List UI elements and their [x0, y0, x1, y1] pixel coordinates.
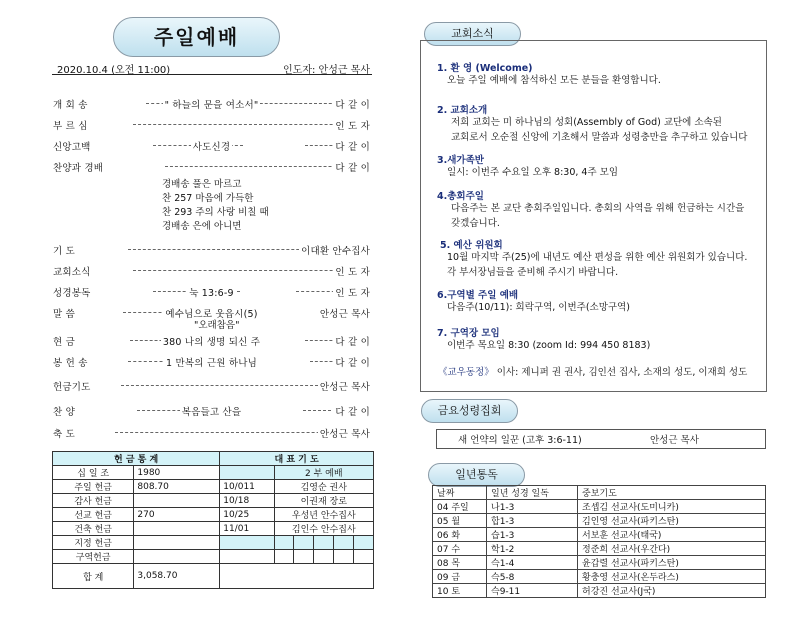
order-line — [53, 139, 370, 153]
offering-row: 구역헌금 — [53, 550, 374, 564]
bible-reading-title-banner: 일년통독 — [428, 463, 525, 487]
order-item-leader: 다 같 이 — [333, 404, 370, 418]
bible-cell: 10 토 — [433, 584, 487, 598]
offering-cell: 2 부 예배 — [274, 466, 373, 480]
bible-col-header: 날짜 — [433, 486, 487, 500]
order-line — [53, 334, 370, 348]
offering-row — [53, 508, 374, 522]
order-item-leader: 다 같 이 — [333, 355, 370, 369]
order-item-content: 예수님으로 웃읍시(5) — [165, 309, 258, 320]
offering-cell: 우성년 안수집사 — [274, 508, 373, 522]
order-line — [53, 243, 370, 257]
order-item-leader: 안성근 목사 — [318, 306, 370, 320]
order-item-label: 개 회 송 — [53, 100, 88, 111]
order-item-leader: 인 도 자 — [333, 285, 370, 299]
order-item-label: 축 도 — [53, 429, 75, 440]
order-item-label: 현 금 — [53, 337, 75, 348]
bible-cell: 합1-3 — [487, 514, 578, 528]
dash-leader — [128, 249, 324, 250]
order-line — [53, 355, 370, 369]
condolence-text: 이사: 제니퍼 권 권사, 김인선 집사, 소재의 성도, 이재희 성도 — [496, 367, 748, 378]
order-item-label: 성경봉독 — [53, 288, 91, 299]
friday-sermon: 새 언약의 일꾼 (고후 3:6-11) — [458, 435, 582, 446]
order-item-label: 봉 헌 송 — [53, 358, 88, 369]
service-date: 2020.10.4 (오전 11:00) — [57, 65, 171, 76]
order-line — [53, 285, 370, 299]
order-item-leader: 인 도 자 — [333, 264, 370, 278]
bible-cell: 조셉김 선교사(도미니카) — [578, 500, 766, 514]
order-line — [53, 404, 370, 418]
praise-song-list — [162, 178, 269, 234]
friday-speaker: 안성근 목사 — [650, 435, 699, 446]
order-item-label: 헌금기도 — [53, 382, 91, 393]
news-item-title: 6.구역별 주일 예배 — [437, 290, 519, 301]
order-item-label: 찬 양 — [53, 407, 75, 418]
offering-row — [53, 466, 374, 480]
bible-cell: 09 금 — [433, 570, 487, 584]
order-line — [53, 97, 370, 111]
offering-cell: 11/01 — [220, 522, 274, 536]
bible-cell: 학1-2 — [487, 542, 578, 556]
bible-cell: 나1-3 — [487, 500, 578, 514]
bible-row — [433, 528, 766, 542]
order-item-label: 찬양과 경배 — [53, 163, 104, 174]
order-item-leader: 다 같 이 — [333, 139, 370, 153]
bible-cell: 08 목 — [433, 556, 487, 570]
news-item-title: 2. 교회소개 — [437, 105, 488, 116]
bible-col-header: 중보기도 — [578, 486, 766, 500]
order-item-leader: 다 같 이 — [333, 160, 370, 174]
offering-cell: 건축 헌금 — [53, 522, 134, 536]
order-line — [53, 118, 370, 132]
news-item-body: 다음주(10/11): 희락구역, 이번주(소망구역) — [447, 302, 630, 313]
offering-cell: 이권재 장로 — [274, 494, 373, 508]
order-item-leader: 다 같 이 — [333, 334, 370, 348]
bible-row — [433, 514, 766, 528]
bible-cell: 04 주일 — [433, 500, 487, 514]
offering-cell: 선교 헌금 — [53, 508, 134, 522]
news-item-body: 다음주는 본 교단 총회주일입니다. 총회의 사역을 위해 헌금하는 시간을 갖겠습니다. — [451, 203, 745, 229]
order-item-label: 기 도 — [53, 246, 75, 257]
offering-cell: 감사 헌금 — [53, 494, 134, 508]
offering-row — [53, 522, 374, 536]
dash-leader — [121, 385, 323, 386]
order-item-leader: 안성근 목사 — [318, 426, 370, 440]
offering-cell: 10/011 — [220, 480, 274, 494]
bible-row — [433, 570, 766, 584]
news-item-body: 이번주 목요일 8:30 (zoom Id: 994 450 8183) — [447, 340, 651, 351]
bible-cell: 슥9-11 — [487, 584, 578, 598]
bible-cell: 윤갑렬 선교사(파키스탄) — [578, 556, 766, 570]
bible-row — [433, 584, 766, 598]
bible-row — [433, 556, 766, 570]
news-title-banner: 교회소식 — [424, 22, 521, 46]
order-item-label: 말 씀 — [53, 309, 75, 320]
sermon-subtitle: "오래참음" — [194, 320, 240, 331]
offering-cell: 김영순 권사 — [274, 480, 373, 494]
order-item-label: 부 르 심 — [53, 121, 88, 132]
news-item-body: 10월 마지막 주(25)에 내년도 예산 편성을 위한 예산 위원회가 있습니다. 각 부서장님들을 준비해 주시기 바랍니다. — [447, 252, 748, 278]
bible-cell: 정준희 선교사(우간다) — [578, 542, 766, 556]
total-label: 합 계 — [53, 564, 134, 589]
bible-cell: 황충영 선교사(온두라스) — [578, 570, 766, 584]
header-divider — [52, 74, 372, 75]
hymn-item: 찬 293 주의 사랑 비칠 때 — [162, 207, 269, 218]
bible-cell: 슥5-8 — [487, 570, 578, 584]
bible-row — [433, 542, 766, 556]
bible-cell: 06 화 — [433, 528, 487, 542]
offering-cell: 주일 헌금 — [53, 480, 134, 494]
condolence-line — [438, 364, 747, 378]
bible-cell: 05 월 — [433, 514, 487, 528]
order-item-leader: 안성근 목사 — [318, 379, 370, 393]
order-item-content: 1 만복의 근원 하나님 — [166, 358, 257, 369]
bible-cell: 습1-3 — [487, 528, 578, 542]
offering-table — [52, 451, 374, 589]
offering-cell: 808.70 — [134, 480, 220, 494]
offering-row — [53, 494, 374, 508]
order-line — [53, 379, 370, 393]
offering-row — [53, 480, 374, 494]
offering-cell: 10/18 — [220, 494, 274, 508]
bible-reading-table — [432, 485, 766, 598]
offering-cell: 십 일 조 — [53, 466, 134, 480]
order-line — [53, 160, 370, 174]
order-item-leader: 인 도 자 — [333, 118, 370, 132]
offering-cell — [134, 494, 220, 508]
news-item-title: 7. 구역장 모임 — [437, 328, 500, 339]
offering-cell — [134, 522, 220, 536]
offering-row: 지정 헌금 — [53, 536, 374, 550]
offering-cell: 270 — [134, 508, 220, 522]
offering-cell: 10/25 — [220, 508, 274, 522]
order-line — [53, 426, 370, 440]
order-item-content: " 하늘의 문을 여소서" — [164, 100, 259, 111]
worship-title-banner: 주일예배 — [113, 17, 280, 57]
bible-col-header: 일년 성경 일독 — [487, 486, 578, 500]
news-item-title: 1. 환 영 (Welcome) — [437, 63, 533, 74]
bible-cell: 슥1-4 — [487, 556, 578, 570]
order-item-content: 복음들고 산을 — [181, 407, 242, 418]
total-amount: 3,058.70 — [134, 564, 220, 589]
hymn-item: 경배송 은에 아니면 — [162, 221, 242, 232]
service-leader: 인도자: 안성근 목사 — [283, 65, 371, 76]
news-item-body: 저희 교회는 미 하나님의 성회(Assembly of God) 교단에 소속된 교회로서 오순절 신앙에 기초해서 말씀과 성령충만을 추구하고 있습니다 — [451, 117, 748, 143]
order-item-leader: 다 같 이 — [333, 97, 370, 111]
hymn-item: 찬 257 마음에 가득한 — [162, 193, 254, 204]
order-item-content: 눅 13:6-9 — [189, 288, 234, 299]
bible-row — [433, 500, 766, 514]
hymn-item: 경배송 풀은 마르고 — [162, 179, 242, 190]
order-line — [53, 264, 370, 278]
order-item-content: 사도신경 — [192, 142, 231, 153]
friday-title-banner: 금요성령집회 — [421, 399, 518, 423]
prayer-header: 대 표 기 도 — [220, 452, 374, 466]
bible-cell: 07 수 — [433, 542, 487, 556]
news-item-title: 5. 예산 위원회 — [440, 240, 503, 251]
order-item-label: 교회소식 — [53, 267, 91, 278]
news-item-body: 오늘 주일 예배에 참석하신 모든 분들을 환영합니다. — [447, 75, 661, 86]
offering-cell: 1980 — [134, 466, 220, 480]
offering-cell — [220, 466, 274, 480]
news-item-title: 3.새가족반 — [437, 155, 484, 166]
bible-cell: 김인영 선교사(파키스탄) — [578, 514, 766, 528]
offering-cell: 김인수 안수집사 — [274, 522, 373, 536]
order-item-label: 신앙고백 — [53, 142, 91, 153]
bible-cell: 서보훈 선교사(태국) — [578, 528, 766, 542]
order-item-content: 380 나의 생명 되신 주 — [162, 337, 261, 348]
order-item-leader: 이대환 안수집사 — [299, 243, 370, 257]
news-item-title: 4.총회주일 — [437, 191, 484, 202]
bible-cell: 허강진 선교사(J국) — [578, 584, 766, 598]
condolence-label: 《교우동정》 — [438, 367, 494, 378]
news-item-body: 일시: 이번주 수요일 오후 8:30, 4주 모임 — [447, 167, 619, 178]
offering-stats-header: 헌 금 통 계 — [53, 452, 220, 466]
